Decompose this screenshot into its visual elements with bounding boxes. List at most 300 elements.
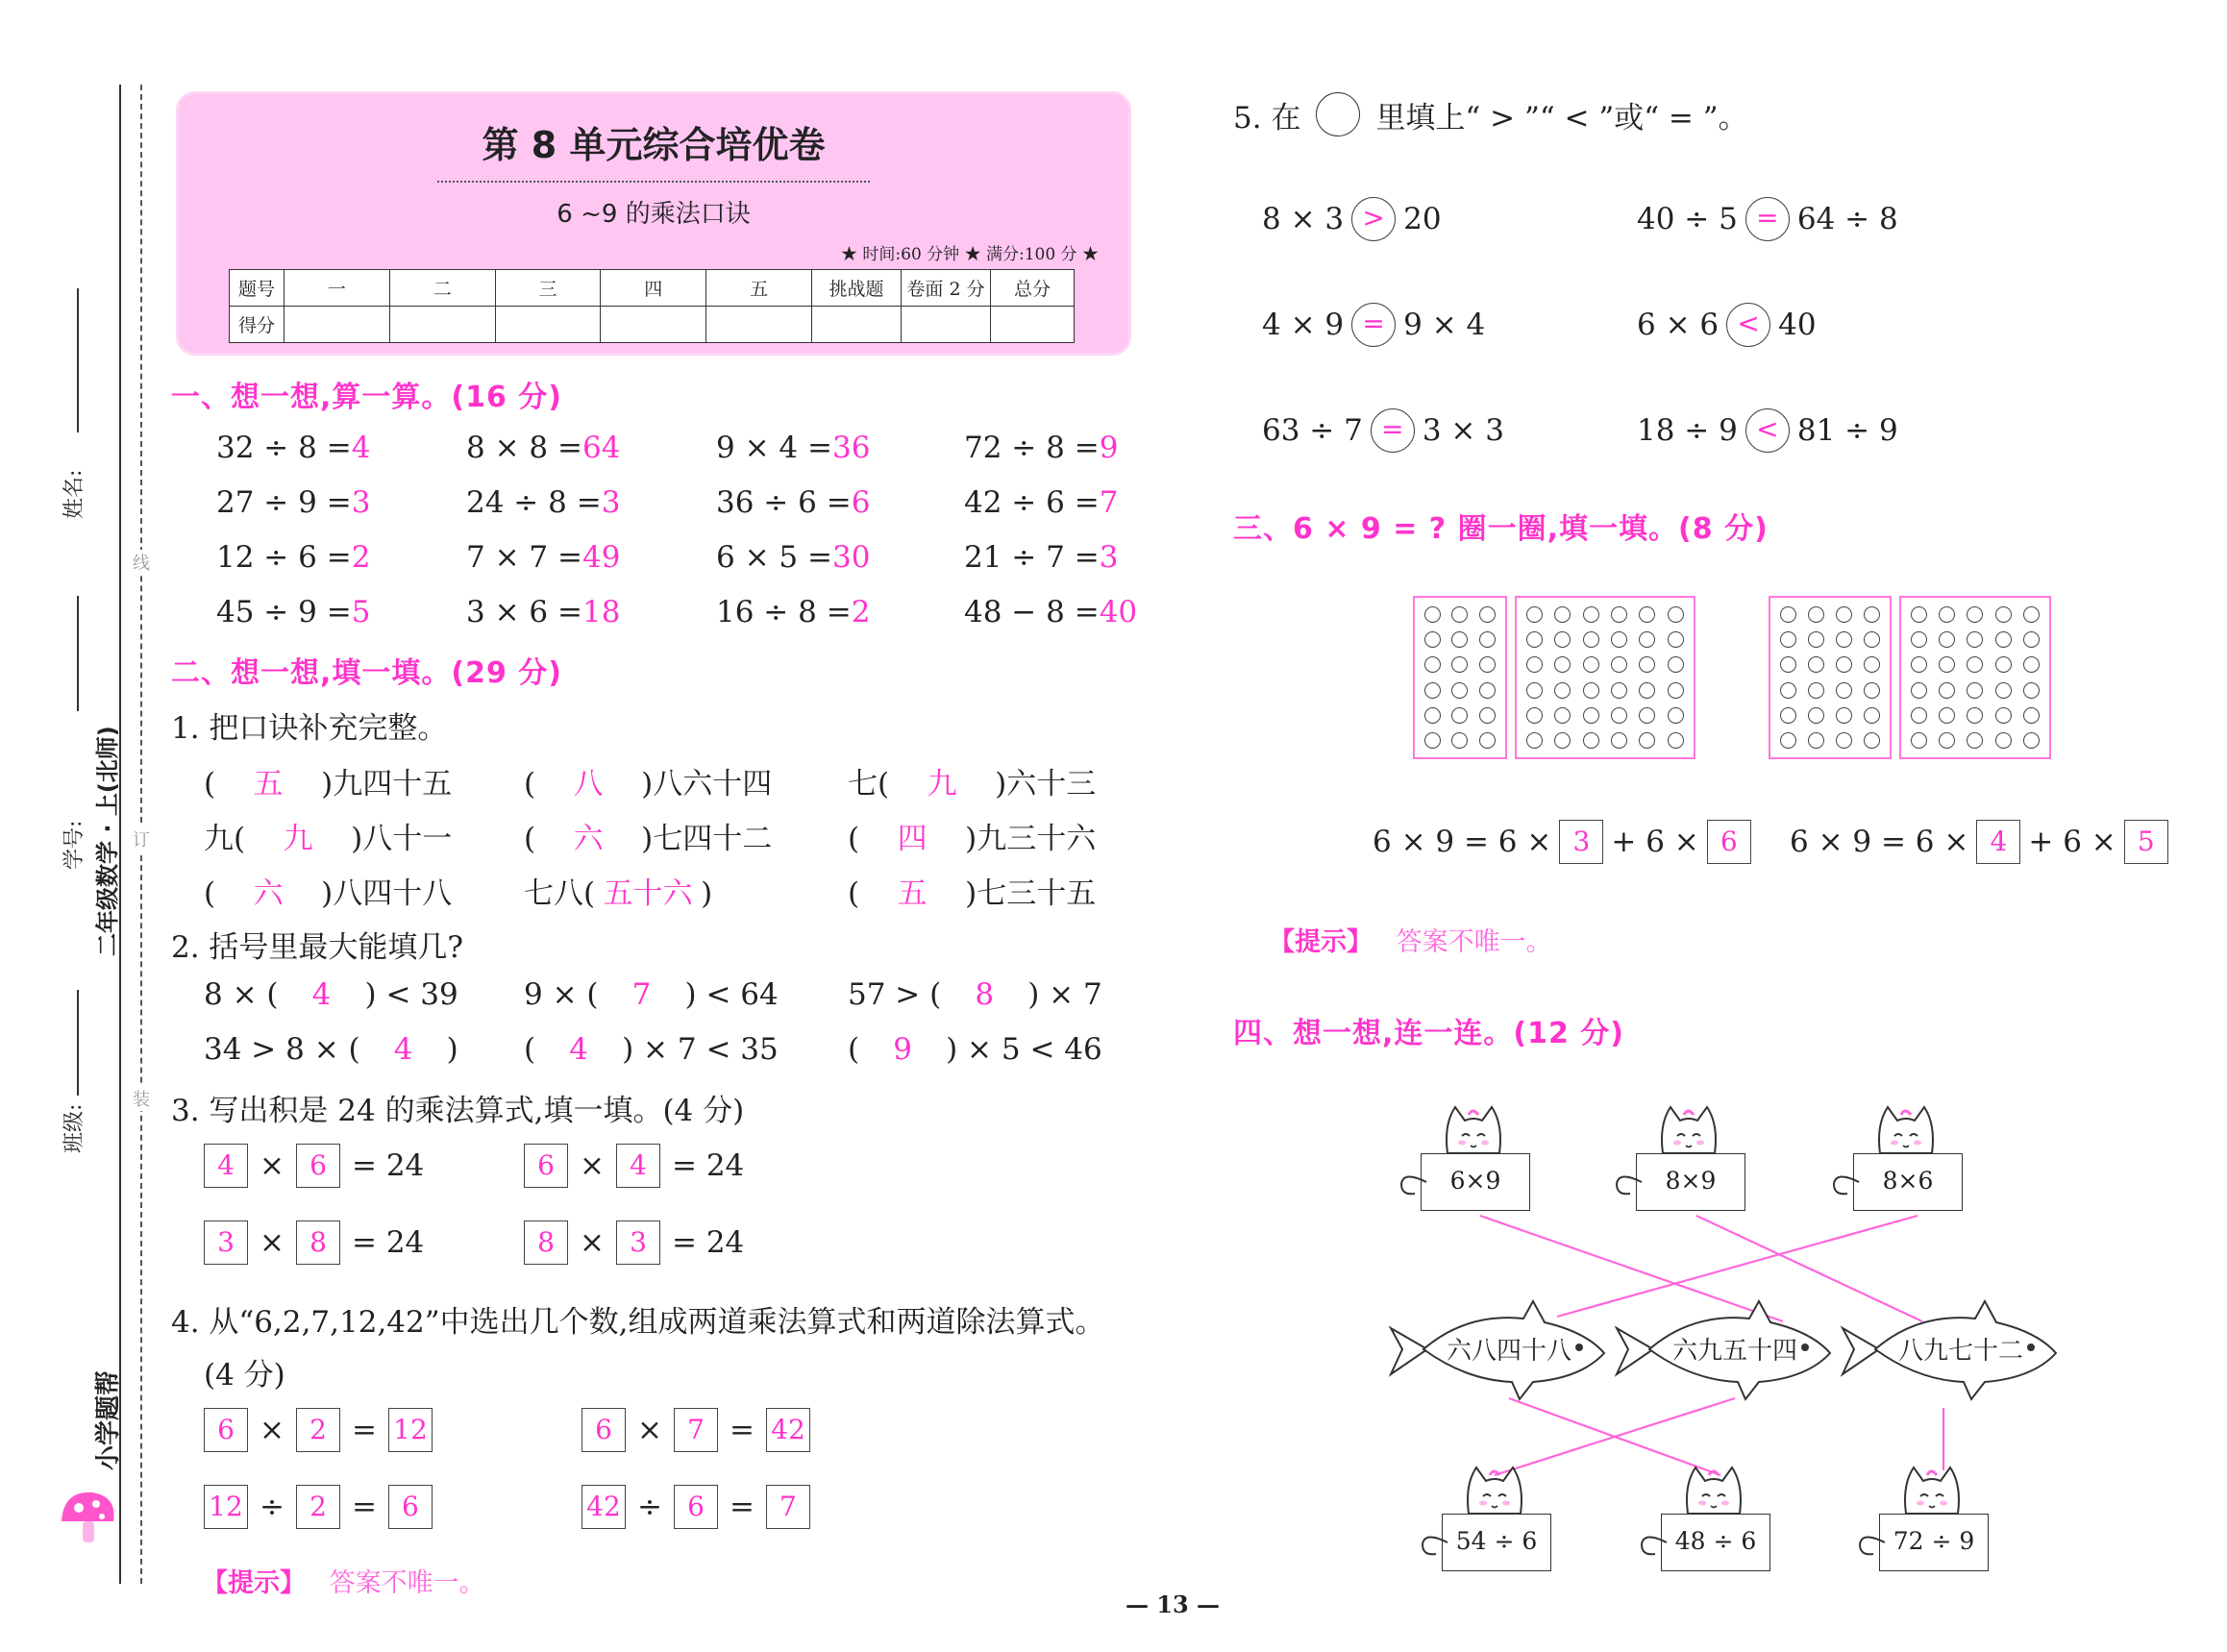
dot-circle: [1808, 631, 1824, 648]
exam-meta: ★ 时间:60 分钟 ★ 满分:100 分 ★: [841, 245, 1099, 264]
section2-heading: 二、想一想,填一填。(29 分): [171, 656, 563, 690]
section4-heading: 四、想一想,连一连。(12 分): [1233, 1017, 1625, 1050]
dot-circle: [1451, 631, 1468, 648]
dot-circle: [2023, 656, 2040, 673]
inequality-item: [848, 1032, 1102, 1067]
class-label: 班级:: [62, 1103, 87, 1153]
dot-circle: [1554, 606, 1571, 623]
dot-circle: [1939, 732, 1955, 749]
dot-circle: [1967, 631, 1983, 648]
section3-hint: [1269, 921, 1552, 958]
mnemonic-pre: 九(: [204, 822, 246, 856]
equals-sign: =: [351, 1413, 377, 1447]
calc-item: [964, 595, 1137, 629]
mnemonic-answer[interactable]: 五十六: [603, 876, 693, 911]
mnemonic-post: ): [701, 876, 713, 911]
page-number: — 13 —: [1125, 1590, 1221, 1618]
operator: ×: [580, 1148, 605, 1183]
score-cell[interactable]: [601, 307, 706, 343]
calc-item: [716, 595, 870, 629]
dot-circle: [1639, 682, 1655, 699]
compare-left: 6 × 6: [1637, 308, 1720, 342]
dot-circle: [1554, 631, 1571, 648]
mnemonic-item: [848, 759, 1096, 802]
cat-tail-icon: [1394, 1163, 1432, 1201]
calc-item: [466, 595, 620, 629]
calc-answer[interactable]: 64: [581, 431, 621, 465]
compare-left: 18 ÷ 9: [1637, 413, 1738, 448]
brand-label: 小学题帮: [94, 1369, 123, 1470]
dot-circle: [1780, 631, 1796, 648]
calc-answer[interactable]: 9: [1099, 431, 1119, 465]
inequality-item: [524, 977, 779, 1012]
mnemonic-answer[interactable]: 八: [573, 767, 604, 801]
compare-item: [1262, 197, 1442, 241]
q5-title-post: 里填上“ > ”“ < ”或“ = ”。: [1375, 100, 1748, 136]
dot-circle: [1668, 656, 1684, 673]
mnemonic-post: )七三十五: [965, 876, 1097, 911]
dot-circle: [1611, 707, 1627, 724]
dot-circle: [1583, 707, 1599, 724]
mnemonic-pre: (: [524, 767, 536, 801]
hint-text: 答案不唯一。: [1396, 927, 1552, 957]
dot-circle: [1808, 606, 1824, 623]
division-card[interactable]: 54 ÷ 6: [1442, 1514, 1551, 1571]
calc-question: 27 ÷ 9 =: [216, 485, 352, 520]
dot-circle: [1526, 656, 1543, 673]
dot-circle: [1911, 606, 1927, 623]
dot-circle: [1864, 732, 1880, 749]
compare-item: [1637, 303, 1817, 347]
dot-circle: [1808, 682, 1824, 699]
q4-score: (4 分): [204, 1358, 285, 1393]
circle-placeholder-icon: [1316, 92, 1360, 136]
compare-answer-circle[interactable]: =: [1745, 197, 1790, 241]
inequality-answer[interactable]: 9: [893, 1032, 912, 1067]
mnemonic-answer[interactable]: 五: [897, 876, 928, 911]
q2-title: 2. 括号里最大能填几?: [171, 930, 464, 965]
inequality-answer[interactable]: 7: [631, 977, 652, 1012]
compare-right: 3 × 3: [1422, 413, 1504, 448]
answer-box[interactable]: 7: [674, 1408, 718, 1452]
answer-box[interactable]: 12: [388, 1408, 433, 1452]
inequality-item: [204, 977, 458, 1012]
score-cell[interactable]: [706, 307, 812, 343]
division-card[interactable]: 72 ÷ 9: [1879, 1514, 1989, 1571]
operator: ÷: [637, 1490, 662, 1524]
compare-answer-circle[interactable]: >: [1351, 197, 1396, 241]
operator: ×: [260, 1225, 285, 1260]
dot-circle: [1479, 682, 1496, 699]
answer-box[interactable]: 3: [1559, 820, 1603, 864]
dot-circle: [1967, 682, 1983, 699]
calc-question: 32 ÷ 8 =: [216, 431, 352, 465]
dot-circle: [1526, 682, 1543, 699]
inequality-answer[interactable]: 4: [393, 1032, 413, 1067]
product-equation: [524, 1221, 744, 1265]
q3-title: 3. 写出积是 24 的乘法算式,填一填。(4 分): [171, 1094, 745, 1128]
compare-answer-circle[interactable]: =: [1351, 303, 1396, 347]
score-cell[interactable]: [902, 307, 991, 343]
calc-item: [466, 431, 620, 465]
score-cell[interactable]: [495, 307, 601, 343]
mnemonic-answer[interactable]: 六: [573, 822, 604, 856]
compare-answer-circle[interactable]: <: [1726, 303, 1770, 347]
mnemonic-post: )八六十四: [641, 767, 773, 801]
mnemonic-answer[interactable]: 九: [927, 767, 957, 801]
inequality-pre: 34 > 8 × (: [204, 1032, 360, 1067]
calc-answer[interactable]: 3: [601, 485, 621, 520]
compare-right: 20: [1403, 202, 1442, 236]
equation-tail: = 24: [351, 1225, 425, 1260]
score-table-header-row: [230, 270, 1075, 307]
dot-circle: [1583, 631, 1599, 648]
number-equation: [581, 1408, 810, 1452]
dot-circle: [1967, 707, 1983, 724]
exam-title: 第 8 单元综合培优卷: [482, 124, 826, 166]
dot-circle: [1611, 631, 1627, 648]
table-cell: 一: [285, 270, 390, 307]
dot-circle: [1911, 732, 1927, 749]
q4-title: 4. 从“6,2,7,12,42”中选出几个数,组成两道乘法算式和两道除法算式。: [171, 1305, 1105, 1340]
dot-circle: [1836, 682, 1852, 699]
inequality-item: [204, 1032, 458, 1067]
answer-box[interactable]: 5: [2124, 820, 2168, 864]
answer-box[interactable]: 7: [766, 1485, 810, 1529]
calc-answer[interactable]: 36: [831, 431, 871, 465]
fish-mnemonic-label: 六九五十四: [1672, 1337, 1798, 1366]
answer-box[interactable]: 6: [388, 1485, 433, 1529]
table-cell: 卷面 2 分: [902, 270, 991, 307]
calc-item: [964, 540, 1118, 575]
equation-pre: 6 × 9 = 6 ×: [1373, 825, 1552, 859]
calc-question: 7 × 7 =: [466, 540, 582, 575]
dot-circle: [1836, 707, 1852, 724]
dot-circle: [1836, 606, 1852, 623]
cat-tail-icon: [1415, 1523, 1453, 1562]
compare-answer-circle[interactable]: <: [1745, 408, 1790, 453]
mnemonic-pre: (: [848, 876, 860, 911]
calc-question: 48 − 8 =: [964, 595, 1100, 629]
q5-title-pre: 5. 在: [1233, 100, 1301, 136]
score-table: [229, 269, 1075, 343]
table-cell: 得分: [230, 307, 285, 343]
operator: ×: [260, 1148, 285, 1183]
inequality-item: [524, 1032, 779, 1067]
dot-circle: [1583, 656, 1599, 673]
dot-circle: [1911, 631, 1927, 648]
inequality-pre: (: [524, 1032, 536, 1067]
answer-box[interactable]: 42: [766, 1408, 810, 1452]
dot-circle: [1780, 707, 1796, 724]
compare-answer-circle[interactable]: =: [1371, 408, 1415, 453]
cat-tail-icon: [1852, 1523, 1891, 1562]
dot-circle: [1424, 732, 1441, 749]
dot-circle: [1836, 631, 1852, 648]
equation-mid: + 6 ×: [2028, 825, 2116, 859]
dot-circle: [1554, 656, 1571, 673]
answer-box[interactable]: 12: [204, 1485, 248, 1529]
section1-heading: 一、想一想,算一算。(16 分): [171, 381, 563, 414]
calc-item: [466, 485, 620, 520]
dot-group-right[interactable]: [1899, 596, 2051, 759]
calc-answer[interactable]: 3: [351, 485, 371, 520]
dot-circle: [1780, 682, 1796, 699]
score-cell[interactable]: [812, 307, 902, 343]
dot-group-right[interactable]: [1515, 596, 1695, 759]
dot-circle: [1611, 606, 1627, 623]
equation-tail: = 24: [351, 1148, 425, 1183]
mnemonic-answer[interactable]: 九: [283, 822, 313, 856]
dot-circle: [1939, 682, 1955, 699]
answer-box[interactable]: 6: [296, 1144, 340, 1188]
calc-answer[interactable]: 49: [581, 540, 621, 575]
fish-mnemonic-label: 六八四十八: [1447, 1337, 1572, 1366]
dot-circle: [1864, 606, 1880, 623]
calc-answer[interactable]: 40: [1099, 595, 1138, 629]
dot-circle: [1639, 707, 1655, 724]
dot-circle: [1668, 631, 1684, 648]
dot-circle: [1836, 732, 1852, 749]
dot-circle: [1424, 656, 1441, 673]
inequality-post: ) × 7: [1027, 977, 1102, 1012]
equation-tail: = 24: [671, 1148, 745, 1183]
calc-answer[interactable]: 18: [581, 595, 621, 629]
calc-question: 8 × 8 =: [466, 431, 582, 465]
dot-circle: [1583, 606, 1599, 623]
dot-circle: [2023, 707, 2040, 724]
dot-circle: [1526, 606, 1543, 623]
dot-circle: [1479, 631, 1496, 648]
table-cell: 题号: [230, 270, 285, 307]
inequality-pre: 57 > (: [848, 977, 942, 1012]
dot-circle: [2023, 631, 2040, 648]
dot-circle: [1668, 682, 1684, 699]
equals-sign: =: [729, 1490, 755, 1524]
expression-card[interactable]: 8×9: [1636, 1153, 1745, 1211]
dot-circle: [1424, 606, 1441, 623]
dot-circle: [1808, 656, 1824, 673]
answer-box[interactable]: 3: [204, 1221, 248, 1265]
cut-mark-2: 订: [133, 826, 150, 851]
answer-box[interactable]: 6: [581, 1408, 626, 1452]
dot-circle: [1967, 656, 1983, 673]
equation-pre: 6 × 9 = 6 ×: [1790, 825, 1969, 859]
mnemonic-pre: (: [848, 822, 860, 856]
mnemonic-answer[interactable]: 六: [253, 876, 284, 911]
dot-circle: [1864, 707, 1880, 724]
inequality-post: ) < 64: [684, 977, 779, 1012]
calc-item: [716, 431, 870, 465]
dot-circle: [1451, 682, 1468, 699]
score-cell[interactable]: [389, 307, 495, 343]
dot-group-left[interactable]: [1769, 596, 1892, 759]
calc-answer[interactable]: 7: [1099, 485, 1119, 520]
hint-text: 答案不唯一。: [329, 1568, 485, 1598]
score-cell[interactable]: [285, 307, 390, 343]
calc-item: [964, 431, 1118, 465]
dot-circle: [1639, 606, 1655, 623]
answer-box[interactable]: 8: [524, 1221, 568, 1265]
expression-card[interactable]: 6×9: [1421, 1153, 1530, 1211]
dot-circle: [1526, 631, 1543, 648]
answer-box[interactable]: 4: [204, 1144, 248, 1188]
product-equation: [204, 1221, 424, 1265]
dot-circle: [1967, 732, 1983, 749]
dot-circle: [1995, 707, 2012, 724]
mnemonic-pre: (: [204, 767, 216, 801]
dot-circle: [2023, 682, 2040, 699]
name-label: 姓名:: [62, 469, 87, 519]
inequality-answer[interactable]: 8: [975, 977, 995, 1012]
inequality-post: ) < 39: [364, 977, 458, 1012]
answer-box[interactable]: 2: [296, 1408, 340, 1452]
inequality-answer[interactable]: 4: [311, 977, 332, 1012]
answer-box[interactable]: 6: [1707, 820, 1751, 864]
operator: ×: [580, 1225, 605, 1260]
calc-question: 9 × 4 =: [716, 431, 832, 465]
dot-circle: [1424, 631, 1441, 648]
inequality-pre: 9 × (: [524, 977, 599, 1012]
calc-question: 42 ÷ 6 =: [964, 485, 1100, 520]
dot-group-left[interactable]: [1413, 596, 1507, 759]
dot-circle: [1995, 682, 2012, 699]
equals-sign: =: [351, 1490, 377, 1524]
fish-mnemonic-label: 八九七十二: [1898, 1337, 2024, 1366]
answer-box[interactable]: 6: [674, 1485, 718, 1529]
compare-item: [1262, 303, 1485, 347]
table-cell: 总分: [991, 270, 1075, 307]
table-cell: 三: [495, 270, 601, 307]
mnemonic-post: )八四十八: [321, 876, 453, 911]
mnemonic-item: [204, 759, 452, 802]
section3-heading: 三、6 × 9 = ? 圈一圈,填一填。(8 分): [1233, 512, 1769, 546]
calc-item: [716, 540, 870, 575]
compare-right: 40: [1778, 308, 1817, 342]
product-equation: [524, 1144, 744, 1188]
mnemonic-answer[interactable]: 五: [253, 767, 284, 801]
calc-item: [216, 485, 370, 520]
calc-answer[interactable]: 30: [831, 540, 871, 575]
mnemonic-item: [524, 869, 712, 912]
calc-item: [466, 540, 620, 575]
name-line: [77, 288, 79, 432]
compare-item: [1262, 408, 1504, 453]
compare-right: 9 × 4: [1403, 308, 1486, 342]
inequality-post: ): [446, 1032, 458, 1067]
answer-box[interactable]: 2: [296, 1485, 340, 1529]
number-equation: [204, 1485, 433, 1529]
table-cell: 四: [601, 270, 706, 307]
answer-box[interactable]: 3: [616, 1221, 660, 1265]
compare-item: [1637, 408, 1898, 453]
dot-circle: [1479, 732, 1496, 749]
calc-answer[interactable]: 2: [351, 540, 371, 575]
score-table-score-row: [230, 307, 1075, 343]
dot-circle: [1808, 732, 1824, 749]
calc-question: 6 × 5 =: [716, 540, 832, 575]
cut-mark-3: 线: [133, 550, 150, 575]
calc-answer[interactable]: 2: [851, 595, 871, 629]
mnemonic-pre: (: [204, 876, 216, 911]
mnemonic-post: )七四十二: [641, 822, 773, 856]
cut-mark-1: 装: [133, 1086, 150, 1111]
dot-circle: [1939, 606, 1955, 623]
dot-circle: [1554, 732, 1571, 749]
dot-circle: [1451, 656, 1468, 673]
calc-answer[interactable]: 4: [351, 431, 371, 465]
calc-question: 21 ÷ 7 =: [964, 540, 1100, 575]
dot-circle: [1668, 606, 1684, 623]
answer-box[interactable]: 8: [296, 1221, 340, 1265]
answer-box[interactable]: 6: [204, 1408, 248, 1452]
answer-box[interactable]: 4: [616, 1144, 660, 1188]
calc-question: 24 ÷ 8 =: [466, 485, 602, 520]
calc-item: [216, 540, 370, 575]
dot-circle: [1911, 656, 1927, 673]
answer-box[interactable]: 42: [581, 1485, 626, 1529]
mnemonic-item: [204, 869, 452, 912]
dot-circle: [1554, 682, 1571, 699]
expression-card[interactable]: 8×6: [1853, 1153, 1963, 1211]
inequality-post: ) × 7 < 35: [622, 1032, 779, 1067]
calc-answer[interactable]: 3: [1099, 540, 1119, 575]
mnemonic-post: )九三十六: [965, 822, 1097, 856]
id-label: 学号:: [62, 820, 87, 870]
inequality-answer[interactable]: 4: [569, 1032, 588, 1067]
dot-circle: [1808, 707, 1824, 724]
calc-answer[interactable]: 5: [351, 595, 371, 629]
dot-circle: [1911, 682, 1927, 699]
mnemonic-answer[interactable]: 四: [897, 822, 928, 856]
q5-title: [1233, 92, 1748, 136]
dot-circle: [2023, 732, 2040, 749]
calc-question: 36 ÷ 6 =: [716, 485, 852, 520]
calc-item: [216, 595, 370, 629]
inequality-post: ) × 5 < 46: [946, 1032, 1102, 1067]
answer-box[interactable]: 4: [1976, 820, 2020, 864]
division-card[interactable]: 48 ÷ 6: [1661, 1514, 1770, 1571]
compare-left: 40 ÷ 5: [1637, 202, 1738, 236]
answer-box[interactable]: 6: [524, 1144, 568, 1188]
equation-tail: = 24: [671, 1225, 745, 1260]
calc-question: 72 ÷ 8 =: [964, 431, 1100, 465]
equals-sign: =: [729, 1413, 755, 1447]
hint-label: 【提示】: [202, 1568, 306, 1598]
mnemonic-pre: 七八(: [524, 876, 596, 911]
mnemonic-item: [848, 869, 1096, 912]
mnemonic-item: [848, 814, 1096, 857]
dot-circle: [1967, 606, 1983, 623]
dot-circle: [1479, 656, 1496, 673]
calc-question: 16 ÷ 8 =: [716, 595, 852, 629]
dot-circle: [1995, 656, 2012, 673]
number-equation: [204, 1408, 433, 1452]
dot-circle: [1668, 732, 1684, 749]
split-equation: [1373, 820, 1751, 864]
operator: ×: [637, 1413, 662, 1447]
mnemonic-pre: 七(: [848, 767, 890, 801]
dot-circle: [1583, 682, 1599, 699]
q1-title: 1. 把口诀补充完整。: [171, 711, 448, 746]
calc-question: 3 × 6 =: [466, 595, 582, 629]
calc-answer[interactable]: 6: [851, 485, 871, 520]
score-cell[interactable]: [991, 307, 1075, 343]
dot-circle: [1526, 707, 1543, 724]
split-equation: [1790, 820, 2168, 864]
operator: ÷: [260, 1490, 285, 1524]
dot-circle: [1583, 732, 1599, 749]
